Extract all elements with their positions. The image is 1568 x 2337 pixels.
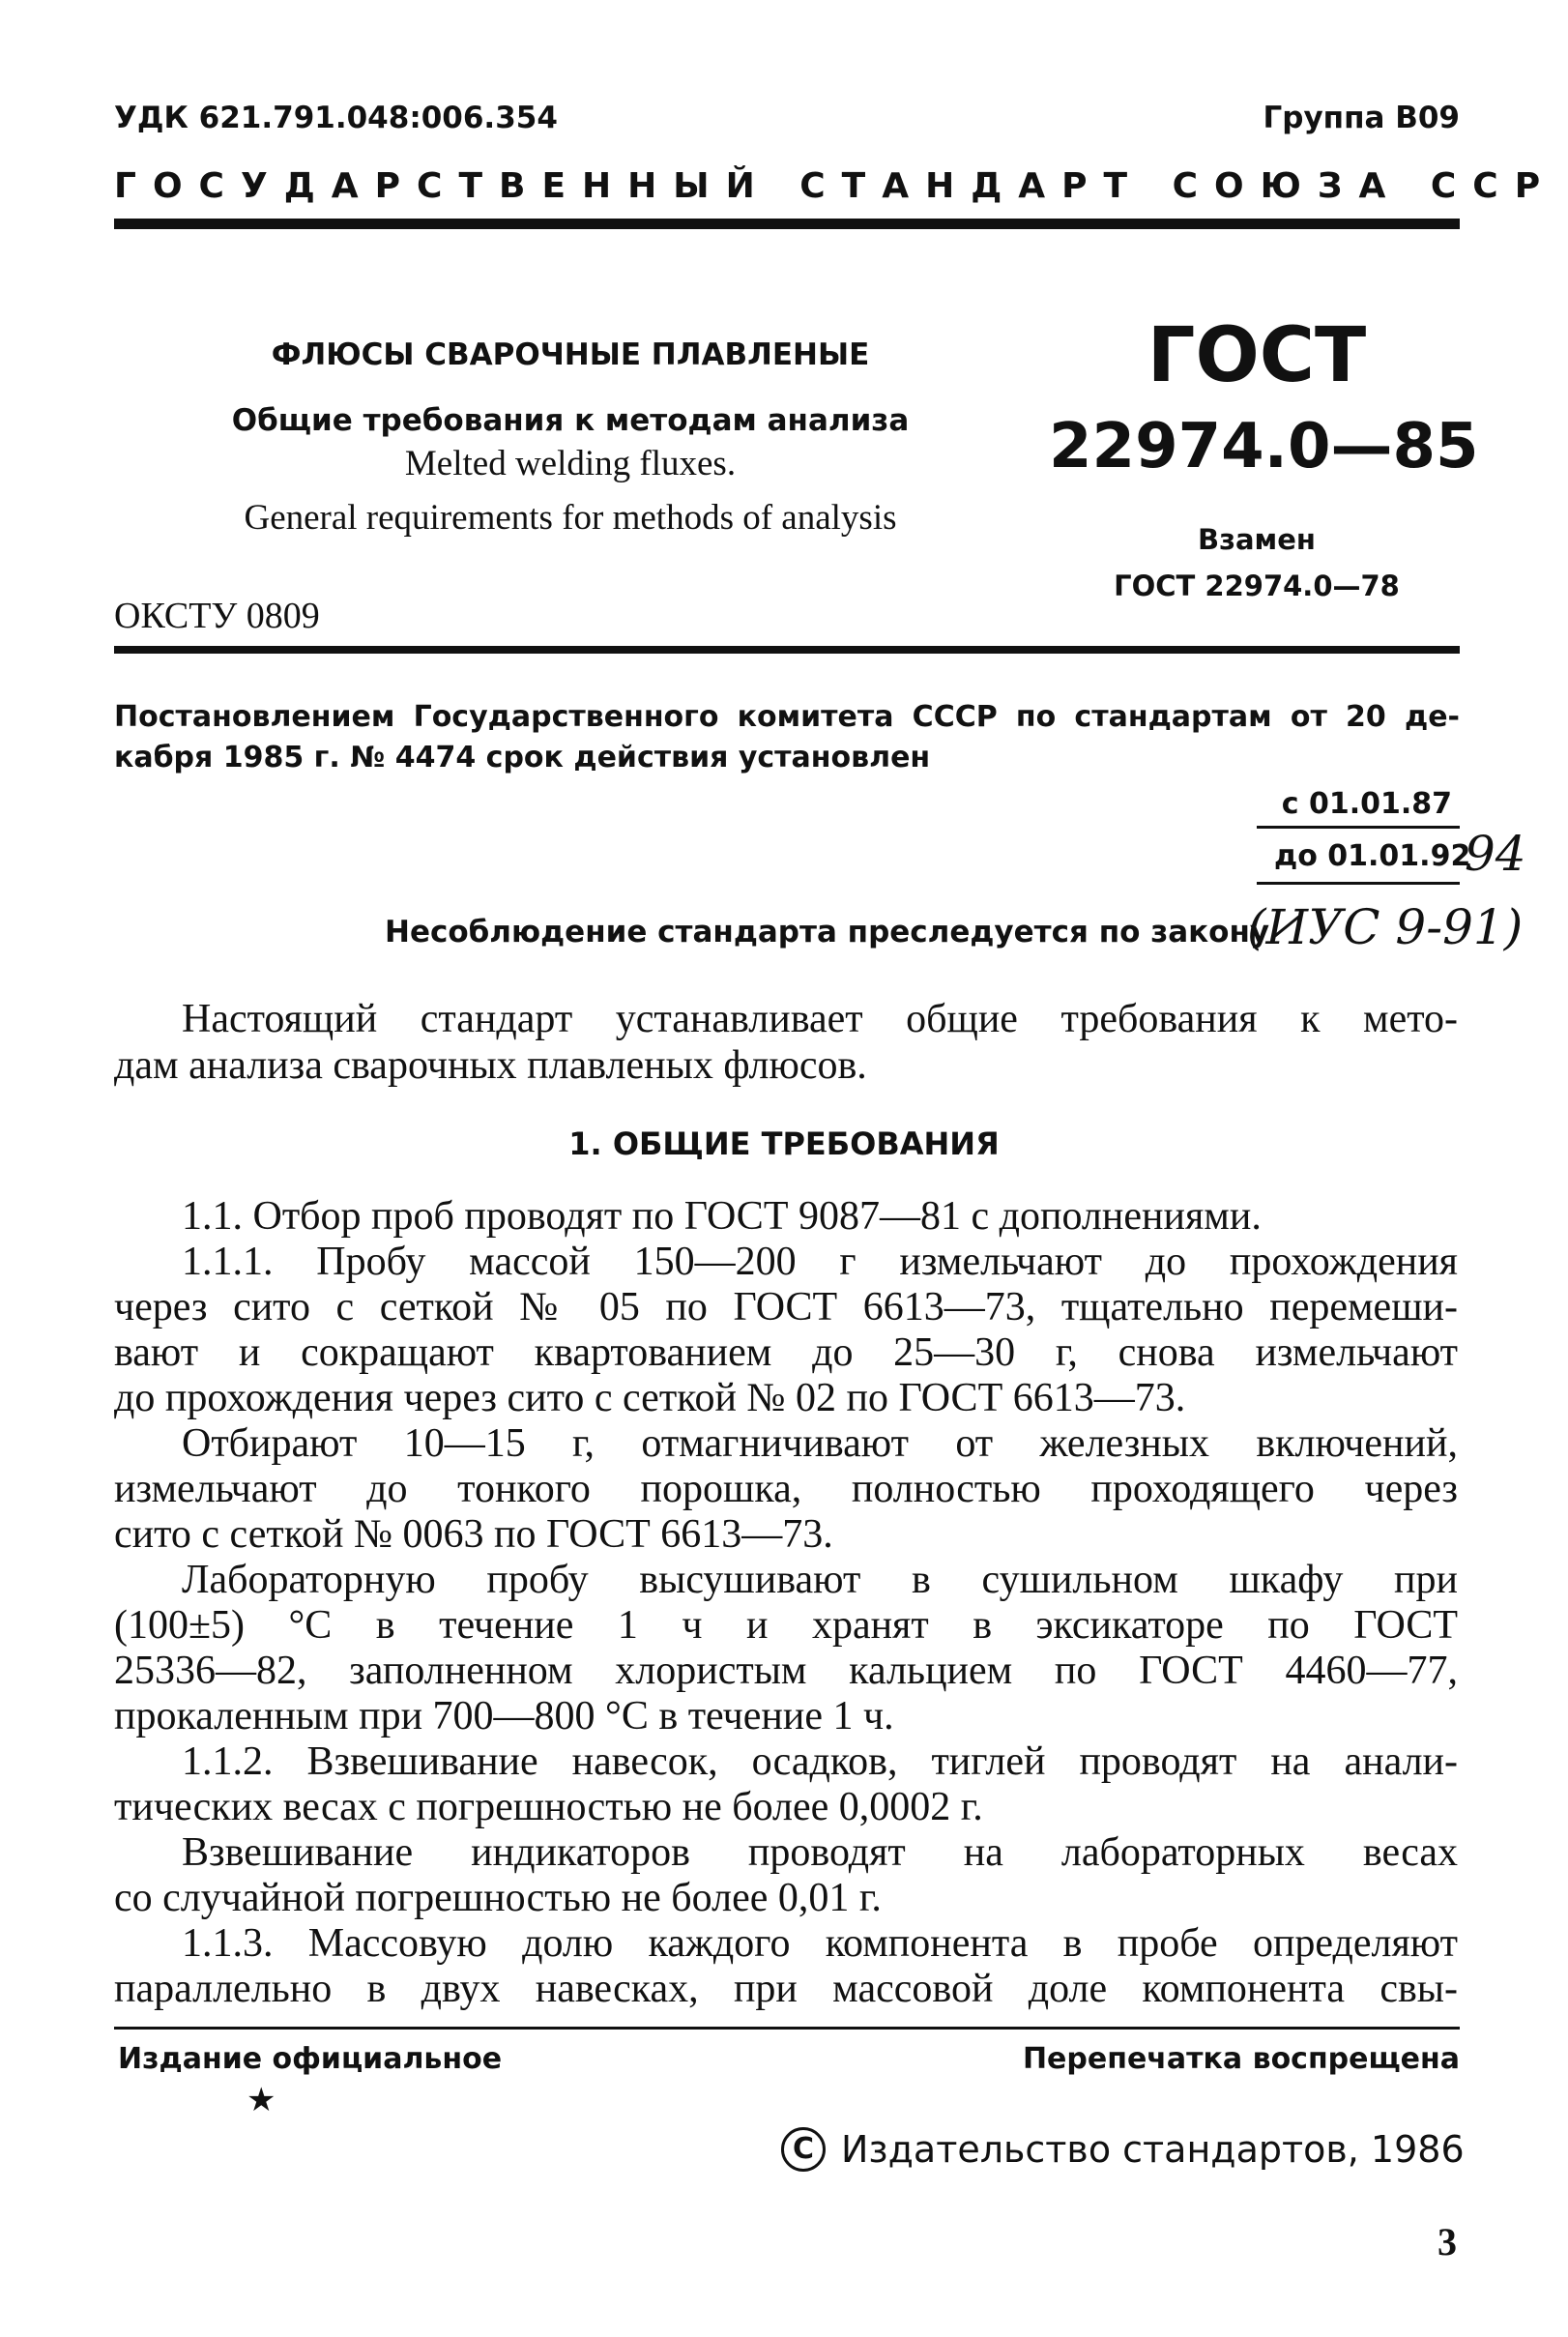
decree-line1: Постановлением Государственного комитета СССР по стандартам от 20 де- [114, 700, 1460, 734]
para-line: Взвешивание индикаторов проводят на лабораторных весах [182, 1830, 1458, 1875]
para-line: вают и сокращают квартованием до 25—30 г, снова измельчают [114, 1330, 1458, 1375]
page-number: 3 [1437, 2220, 1457, 2264]
okstu-code: ОКСТУ 0809 [114, 596, 320, 636]
star-icon: ★ [247, 2081, 276, 2119]
replaced-gost: ГОСТ 22974.0—78 [1114, 570, 1400, 602]
gost-label: ГОСТ [1147, 312, 1367, 399]
copyright-icon: C [781, 2127, 826, 2172]
para-line: 1.1.2. Взвешивание навесок, осадков, тиглей проводят на анали- [182, 1739, 1458, 1784]
gost-number: 22974.0—85 [1049, 411, 1479, 482]
state-standard-banner: ГОСУДАРСТВЕННЫЙ СТАНДАРТ СОЮЗА ССР [114, 166, 1557, 206]
gost-designation [1049, 311, 1479, 605]
intro-line2: дам анализа сварочных плавленых флюсов. [114, 1043, 867, 1088]
intro-line1: Настоящий стандарт устанавливает общие требования к мето- [182, 997, 1458, 1041]
decree-line2: кабря 1985 г. № 4474 срок действия установлен [114, 741, 931, 774]
para-line: прокаленным при 700—800 °С в течение 1 ч. [114, 1694, 894, 1738]
document-subtitle: Общие требования к методам анализа [231, 403, 910, 438]
para-line: тических весах с погрешностью не более 0,0002 г. [114, 1785, 983, 1829]
legal-penalty-notice: Несоблюдение стандарта преследуется по закону [385, 915, 1270, 949]
para-line: параллельно в двух навесках, при массовой доле компонента свы- [114, 1967, 1458, 2011]
section-heading: 1. ОБЩИЕ ТРЕБОВАНИЯ [568, 1125, 1000, 1162]
para-line: 1.1. Отбор проб проводят по ГОСТ 9087—81 с дополнениями. [182, 1194, 1262, 1239]
reprint-prohibited-label: Перепечатка воспрещена [1022, 2042, 1460, 2076]
copyright-line [781, 2127, 1465, 2172]
document-title: ФЛЮСЫ СВАРОЧНЫЕ ПЛАВЛЕНЫЕ [271, 337, 870, 372]
effective-to-date: до 01.01.92 [1274, 839, 1471, 873]
date-underline [1257, 882, 1460, 885]
para-line: Лабораторную пробу высушивают в сушильном шкафу при [182, 1558, 1458, 1602]
para-line: 1.1.1. Пробу массой 150—200 г измельчают до прохождения [182, 1240, 1458, 1284]
para-line: 25336—82, заполненном хлористым кальцием по ГОСТ 4460—77, [114, 1649, 1458, 1693]
english-title-line1: Melted welding fluxes. [404, 444, 737, 483]
header-rule [114, 219, 1460, 229]
title-rule [114, 646, 1460, 654]
footer-rule [114, 2027, 1460, 2030]
para-line: 1.1.3. Массовую долю каждого компонента в пробе определяют [182, 1921, 1458, 1966]
para-line: со случайной погрешностью не более 0,01 г. [114, 1876, 882, 1920]
handwritten-amendment-note: (ИУС 9-91) [1247, 899, 1524, 955]
udk-code: УДК 621.791.048:006.354 [114, 101, 558, 135]
official-edition-label: Издание официальное [118, 2042, 503, 2076]
handwritten-year-correction: 94 [1465, 826, 1526, 882]
date-overline [1257, 826, 1460, 829]
para-line: через сито с сеткой № 05 по ГОСТ 6613—73, тщательно перемеши- [114, 1285, 1458, 1329]
replaces-label: Взамен [1198, 523, 1316, 556]
effective-from-date: с 01.01.87 [1281, 787, 1452, 821]
title-block [174, 334, 967, 540]
para-line: измельчают до тонкого порошка, полностью проходящего через [114, 1467, 1458, 1511]
english-title-line2: General requirements for methods of analysis [244, 498, 897, 538]
copyright-text: Издательство стандартов, 1986 [841, 2128, 1465, 2171]
para-line: до прохождения через сито с сеткой № 02 по ГОСТ 6613—73. [114, 1376, 1186, 1420]
para-line: сито с сеткой № 0063 по ГОСТ 6613—73. [114, 1512, 833, 1557]
para-line: (100±5) °С в течение 1 ч и хранят в эксикаторе по ГОСТ [114, 1603, 1458, 1648]
para-line: Отбирают 10—15 г, отмагничивают от железных включений, [182, 1421, 1458, 1466]
group-code: Группа В09 [1263, 101, 1460, 135]
